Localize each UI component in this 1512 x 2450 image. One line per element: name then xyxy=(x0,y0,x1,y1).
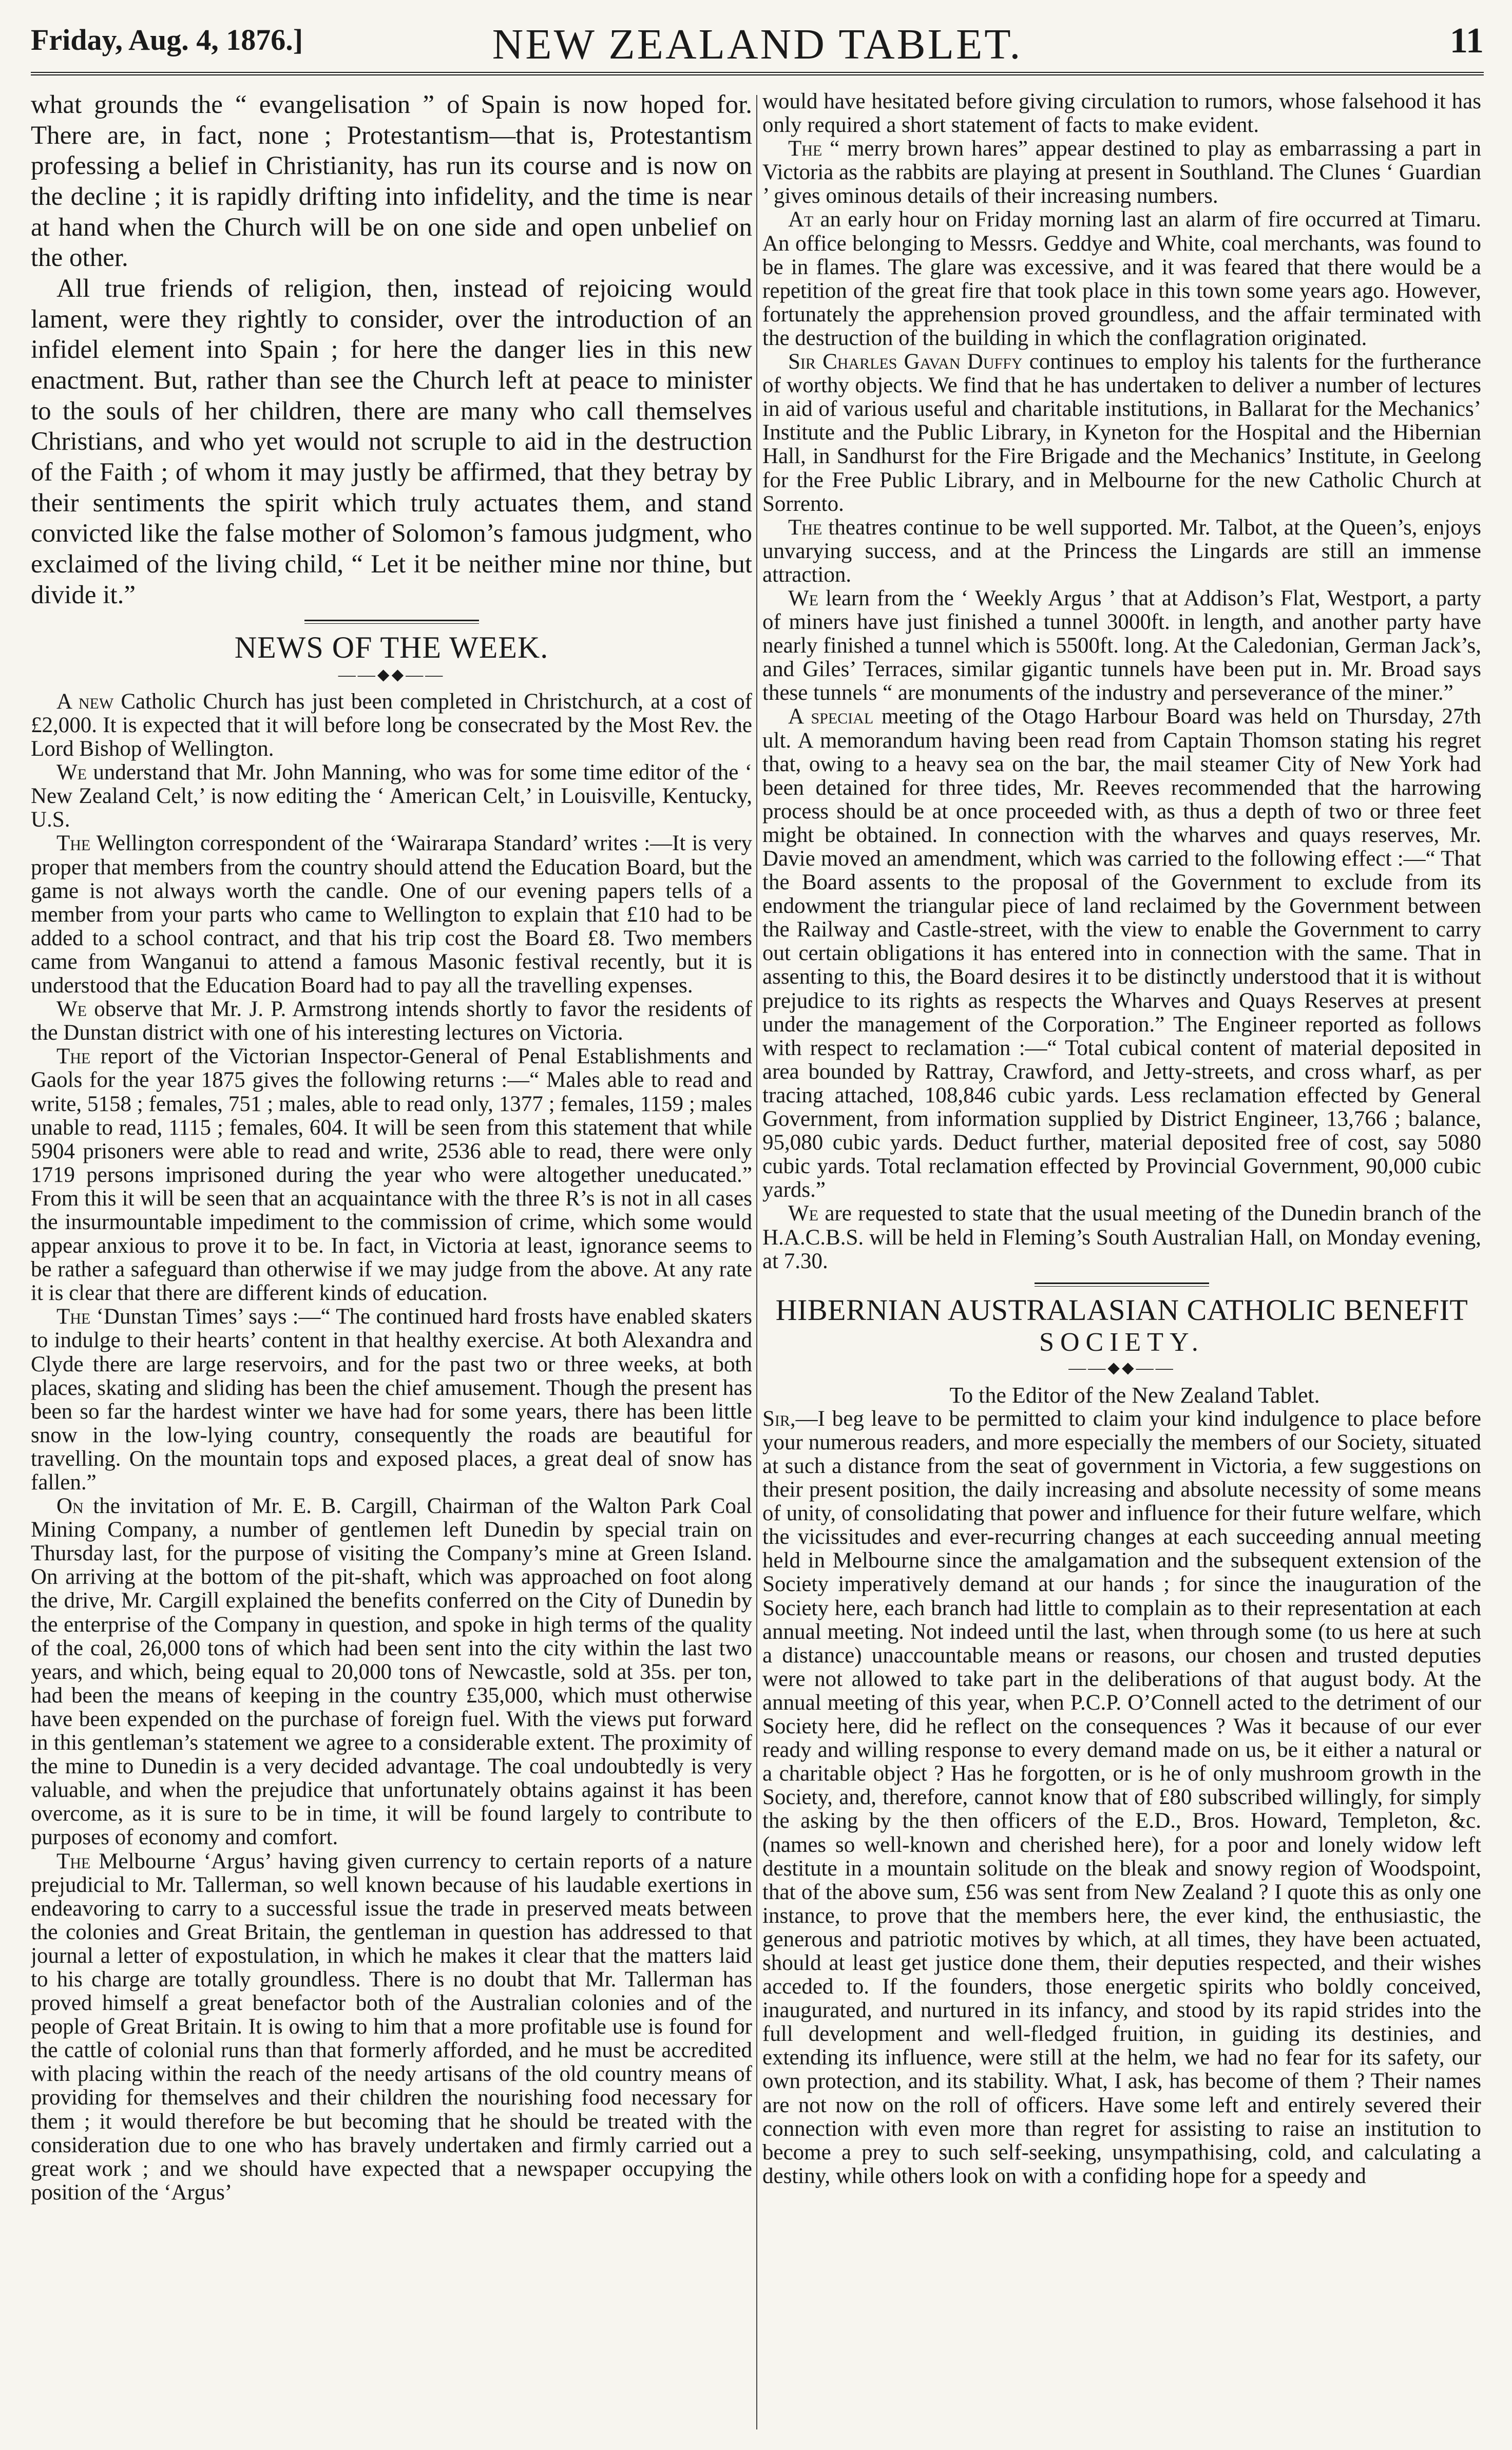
news-item-lead: We xyxy=(788,586,818,610)
news-item-text: “ merry brown hares” appear destined to play as embarrassing a part in Victoria as the rabbits are playing at present in Southland. The Clunes ‘ Guardian ’ gives ominous details of their increasing numbers. xyxy=(762,137,1481,208)
news-item-text: are requested to state that the usual meeting of the Dunedin branch of the H.A.C.B.S. will be held in Fleming’s South Australian Hall, on Monday evening, at 7.30. xyxy=(762,1201,1481,1273)
news-item-lead: On xyxy=(56,1494,84,1519)
news-item-lead: At xyxy=(788,207,814,232)
news-of-the-week-heading: NEWS OF THE WEEK. xyxy=(234,630,549,665)
column-divider xyxy=(756,95,757,2429)
news-item xyxy=(762,705,1481,1202)
news-item xyxy=(31,998,752,1045)
letter-body xyxy=(762,1407,1481,2188)
news-item xyxy=(762,90,1481,137)
section-rule xyxy=(304,620,479,624)
news-item-text: ‘Dunstan Times’ says :—“ The continued hard frosts have enabled skaters to indulge to their hearts’ content in that healthy exercise. At both Alexandra and Clyde there are large reservoirs, and for the past two or three weeks, at both places, skating and sliding has been the chief amusement. Though the present has been so far the hardest winter we have had for some years, there has been little snow in the low-lying country, consequently the roads are beautiful for travelling. On the mountain tops and exposed places, a great deal of snow has fallen.” xyxy=(31,1305,752,1495)
news-item-lead: A special xyxy=(788,704,874,729)
news-item-text: continues to employ his talents for the furtherance of worthy objects. We find that he has undertaken to deliver a number of lectures in aid of various useful and charitable institutions, in Ballarat for the Mechanics’ Institute and the Public Library, in Kyneton for the Hospital and the Hibernian Hall, in Sandhurst for the Fire Brigade and the Mechanics’ Institute, in Geelong for the Free Public Library, and in Melbourne for the new Catholic Church at Sorrento. xyxy=(762,350,1481,516)
editorial-continuation xyxy=(31,90,752,610)
letter-address: To the Editor of the New Zealand Tablet. xyxy=(949,1382,1320,1408)
news-item-lead: We xyxy=(788,1201,818,1226)
editorial-paragraph: All true friends of religion, then, instead of rejoicing would lament, were they rightly to consider, over the introduction of an infidel element into Spain ; for here the danger lies in this new enactment. But, rather than see the Church left at peace to minister to the souls of her children, there are many who call themselves Christians, and who yet would not scruple to aid in the destruction of the Faith ; of whom it may justly be affirmed, that they betray by their sentiments the spirit which truly actuates them, and stand convicted like the false mother of Solomon’s famous judgment, who exclaimed of the living child, “ Let it be neither mine nor thine, but divide it.” xyxy=(31,274,752,609)
news-item-lead: The xyxy=(788,515,822,540)
letter-salutation: Sir, xyxy=(762,1406,796,1431)
news-item-lead: The xyxy=(56,1305,91,1329)
news-item xyxy=(31,1305,752,1495)
news-item xyxy=(31,1495,752,1849)
news-item-lead: The xyxy=(56,831,91,856)
right-column xyxy=(762,90,1481,2435)
issue-date: Friday, Aug. 4, 1876.] xyxy=(31,23,303,56)
news-item-text: understand that Mr. John Manning, who was for some time editor of the ‘ New Zealand Celt,’ is now editing the ‘ American Celt,’ in Louisville, Kentucky, U.S. xyxy=(31,760,752,832)
news-item-text: Wellington correspondent of the ‘Wairarapa Standard’ writes :—It is very proper that members from the country should attend the Education Board, but the game is not always worth the candle. One of our evening papers tells of a member from your parts who came to Wellington to explain that £10 had to be added to a school contract, and that his trip cost the Board £8. Two members came from Wanganui to attend a famous Masonic festival recently, but it is understood that the Education Board had to pay all the travelling expenses. xyxy=(31,831,752,998)
news-item-lead: The xyxy=(56,1849,91,1873)
news-item xyxy=(31,1045,752,1305)
news-item xyxy=(31,690,752,761)
masthead xyxy=(31,15,1484,75)
news-item-text: report of the Victorian Inspector-General of Penal Establishments and Gaols for the year 1875 gives the following returns :—“ Males able to read and write, 5158 ; females, 751 ; males, able to read only, 1377 ; females, 1159 ; males unable to read, 1115 ; females, 604. It will be seen from this statement that while 5904 prisoners were able to read and write, 2536 able to read, there were only 1719 persons imprisoned during the year who were altogether uneducated.” From this it will be seen that an acquaintance with the three R’s is not in all cases the insurmountable impediment to the commission of crime, which some would appear anxious to prove it to be. In fact, in Victoria at least, ignorance seems to be rather a safeguard than otherwise if we may judge from the above. At any rate it is clear that there are different kinds of education. xyxy=(31,1044,752,1306)
heading-ornament: ——⬥⬥—— xyxy=(338,665,445,685)
news-item-text: observe that Mr. J. P. Armstrong intends shortly to favor the residents of the Dunstan district with one of his interesting lectures on Victoria. xyxy=(31,997,752,1045)
society-heading: HIBERNIAN AUSTRALASIAN CATHOLIC BENEFIT xyxy=(775,1293,1468,1327)
news-item-text: Catholic Church has just been completed in Christchurch, at a cost of £2,000. It is expected that it will before long be consecrated by the Most Rev. the Lord Bishop of Wellington. xyxy=(31,689,752,761)
news-item-text: would have hesitated before giving circulation to rumors, whose falsehood it has only required a short statement of facts to make evident. xyxy=(762,90,1481,138)
news-items-right xyxy=(762,90,1481,1273)
heading-ornament: ——⬥⬥—— xyxy=(1068,1358,1175,1378)
society-subheading: SOCIETY. xyxy=(1039,1328,1204,1357)
letter-text: —I beg leave to be permitted to claim your kind indulgence to place before your numerous readers, and more especially the members of our Society, situated at such a distance from the seat of government in Victoria, a few suggestions on their present position, the daily increasing and absolute necessity of some means of unity, of consolidating that power and influence for their future welfare, which the vicissitudes and ever-recurring changes at each succeeding annual meeting held in Melbourne since the amalgamation and the subsequent extension of the Society imperatively demand at our hands ; for since the inauguration of the Society here, each branch had little to complain as to their representation at each annual meeting. Not indeed until the last, when through some (to us here at such a distance) unaccountable means or reasons, our chosen and trusted deputies were not allowed to take part in the deliberations of that august body. At the annual meeting of this year, when P.C.P. O’Connell acted to the detriment of our Society here, did he reflect on the consequences ? Was it because of our ever ready and willing response to every demand made on us, be it either a natural or a charitable object ? Has he forgotten, or is he of only mushroom growth in the Society, and, therefore, cannot know that of £80 subscribed willingly, for simply the asking by the then officers of the E.D., Bros. Howard, Templeton, &c. (names so well-known and cherished here), for a poor and lonely widow left destitute in a mountain solitude on the bleak and snowy region of Woodspoint, that of the above sum, £56 was sent from New Zealand ? I quote this as only one instance, to prove that the members here, the ever kind, the enthusiastic, the generous and patriotic motives by which, at all times, they have been actuated, should at least get justice done them, their deputies respected, and their wishes acceded to. If the founders, those energetic spirits who boldly conceived, inaugurated, and nurtured in its infancy, and stood by its rapid strides into the full development and well-fledged fruition, in guiding its destinies, and extending its influence, were still at the helm, we had no fear for its safety, our own protection, and its stability. What, I ask, has become of them ? Their names are not now on the roll of officers. Have some left and entirely severed their connection with even more than regret for assisting to raise an institution to become a prey to such self-seeking, unsympathising, cold, and calculating a destiny, while others look on with a confiding hope for a speedy and xyxy=(762,1406,1481,2188)
news-item-lead: Sir Charles Gavan Duffy xyxy=(788,350,1023,374)
news-item xyxy=(762,516,1481,587)
editorial-paragraph: what grounds the “ evangelisation ” of Spain is now hoped for. There are, in fact, none ; Protestantism—that is, Protestantism professing a belief in Christianity, has run its course and is now on the decline ; it is rapidly drifting into infidelity, and the time is near at hand when the Church will be on one side and open unbelief on the other. xyxy=(31,90,752,273)
news-item-text: Melbourne ‘Argus’ having given currency to certain reports of a nature prejudicial to Mr. Tallerman, so well known because of his laudable exertions in endeavoring to carry to a successful issue the trade in preserved meats between the colonies and Great Britain, the gentleman in question has addressed to that journal a letter of expostulation, in which he makes it clear that the matters laid to his charge are totally groundless. There is no doubt that Mr. Tallerman has proved himself a great benefactor both of the Australian colonies and of the people of Great Britain. It is owing to him that a more profitable use is found for the cattle of colonial runs than that formerly afforded, and he must be accredited with placing within the reach of the needy artisans of the old country means of providing for themselves and their children the nourishing food necessary for them ; it would therefore be but becoming that he should be treated with the consideration due to one who has bravely undertaken and firmly carried out a great work ; and we should have expected that a newspaper occupying the position of the ‘Argus’ xyxy=(31,1849,752,2205)
news-item xyxy=(762,350,1481,516)
news-item-text: theatres continue to be well supported. Mr. Talbot, at the Queen’s, enjoys unvarying success, and at the Princess the Lingards are still an immense attraction. xyxy=(762,515,1481,587)
news-item xyxy=(31,832,752,998)
news-item xyxy=(762,1202,1481,1273)
news-item xyxy=(762,208,1481,350)
news-item xyxy=(762,587,1481,705)
page-number: 11 xyxy=(1449,21,1484,61)
news-item xyxy=(31,761,752,832)
news-item-text: meeting of the Otago Harbour Board was held on Thursday, 27th ult. A memorandum having been read from Captain Thomson stating his regret that, owing to a heavy sea on the bar, the mail steamer City of New York had been detained for three tides, Mr. Reeves recommended that the harrowing process should be at once proceeded with, as thus a depth of two or three feet might be obtained. In connection with the wharves and quays reserves, Mr. Davie moved an amendment, which was carried to the following effect :—“ That the Board assents to the proposal of the Government to exclude from its endowment the triangular piece of land reclaimed by the Government between the Railway and Castle-street, with the view to enable the Government to carry out certain obligations it has entered into in connection with the same. That in assenting to this, the Board desires it to be distinctly understood that it is without prejudice to its rights as respects the Wharves and Quays Reserves at present under the management of the Corporation.” The Engineer reported as follows with respect to reclamation :—“ Total cubical content of material deposited in area bounded by Rattray, Crawford, and Jetty-streets, and cross wharf, as per tracing attached, 108,846 cubic yards. Less reclamation effected by General Government, from information supplied by District Engineer, 13,766 ; balance, 95,080 cubic yards. Deduct further, material deposited free of cost, say 5080 cubic yards. Total reclamation effected by Provincial Government, 90,000 cubic yards.” xyxy=(762,704,1481,1202)
left-column xyxy=(31,90,752,2435)
news-item-lead: We xyxy=(56,760,87,785)
news-item-lead: The xyxy=(788,137,822,161)
section-rule xyxy=(1035,1283,1209,1287)
news-item xyxy=(762,137,1481,208)
newspaper-title: NEW ZEALAND TABLET. xyxy=(492,21,1023,68)
news-item-lead: We xyxy=(56,997,87,1022)
news-item-lead: A new xyxy=(56,689,114,714)
news-item xyxy=(31,1850,752,2205)
news-item-lead: The xyxy=(56,1044,91,1069)
news-items-left xyxy=(31,690,752,2205)
news-item-text: an early hour on Friday morning last an alarm of fire occurred at Timaru. An office belonging to Messrs. Geddye and White, coal merchants, was found to be in flames. The glare was excessive, and it was feared that there would be a repetition of the great fire that took place in this town some years ago. However, fortunately the apprehension proved groundless, and the affair terminated with the destruction of the building in which the conflagration originated. xyxy=(762,207,1481,350)
news-item-text: the invitation of Mr. E. B. Cargill, Chairman of the Walton Park Coal Mining Company, a number of gentlemen left Dunedin by special train on Thursday last, for the purpose of visiting the Company’s mine at Green Island. On arriving at the bottom of the pit-shaft, which was approached on foot along the drive, Mr. Cargill explained the benefits conferred on the City of Dunedin by the enterprise of the Company in question, and spoke in high terms of the quality of the coal, 26,000 tons of which had been sent into the city within the last two years, and which, being equal to 20,000 tons of Newcastle, sold at 35s. per ton, had been the means of keeping in the country £35,000, which must otherwise have been expended on the purchase of foreign fuel. With the views put forward in this gentleman’s statement we agree to a considerable extent. The proximity of the mine to Dunedin is a very decided advantage. The coal undoubtedly is very valuable, and when the prejudice that unfortunately obtains against it has been overcome, as it is sure to be in time, it will be found largely to contribute to purposes of economy and comfort. xyxy=(31,1494,752,1850)
news-item-text: learn from the ‘ Weekly Argus ’ that at Addison’s Flat, Westport, a party of miners have just finished a tunnel 3000ft. in length, and another party have nearly finished a tunnel which is 5500ft. long. At the Caledonian, German Jack’s, and Giles’ Terraces, similar gigantic tunnels have been put in. Mr. Broad says these tunnels “ are monuments of the industry and perseverance of the miner.” xyxy=(762,586,1481,705)
